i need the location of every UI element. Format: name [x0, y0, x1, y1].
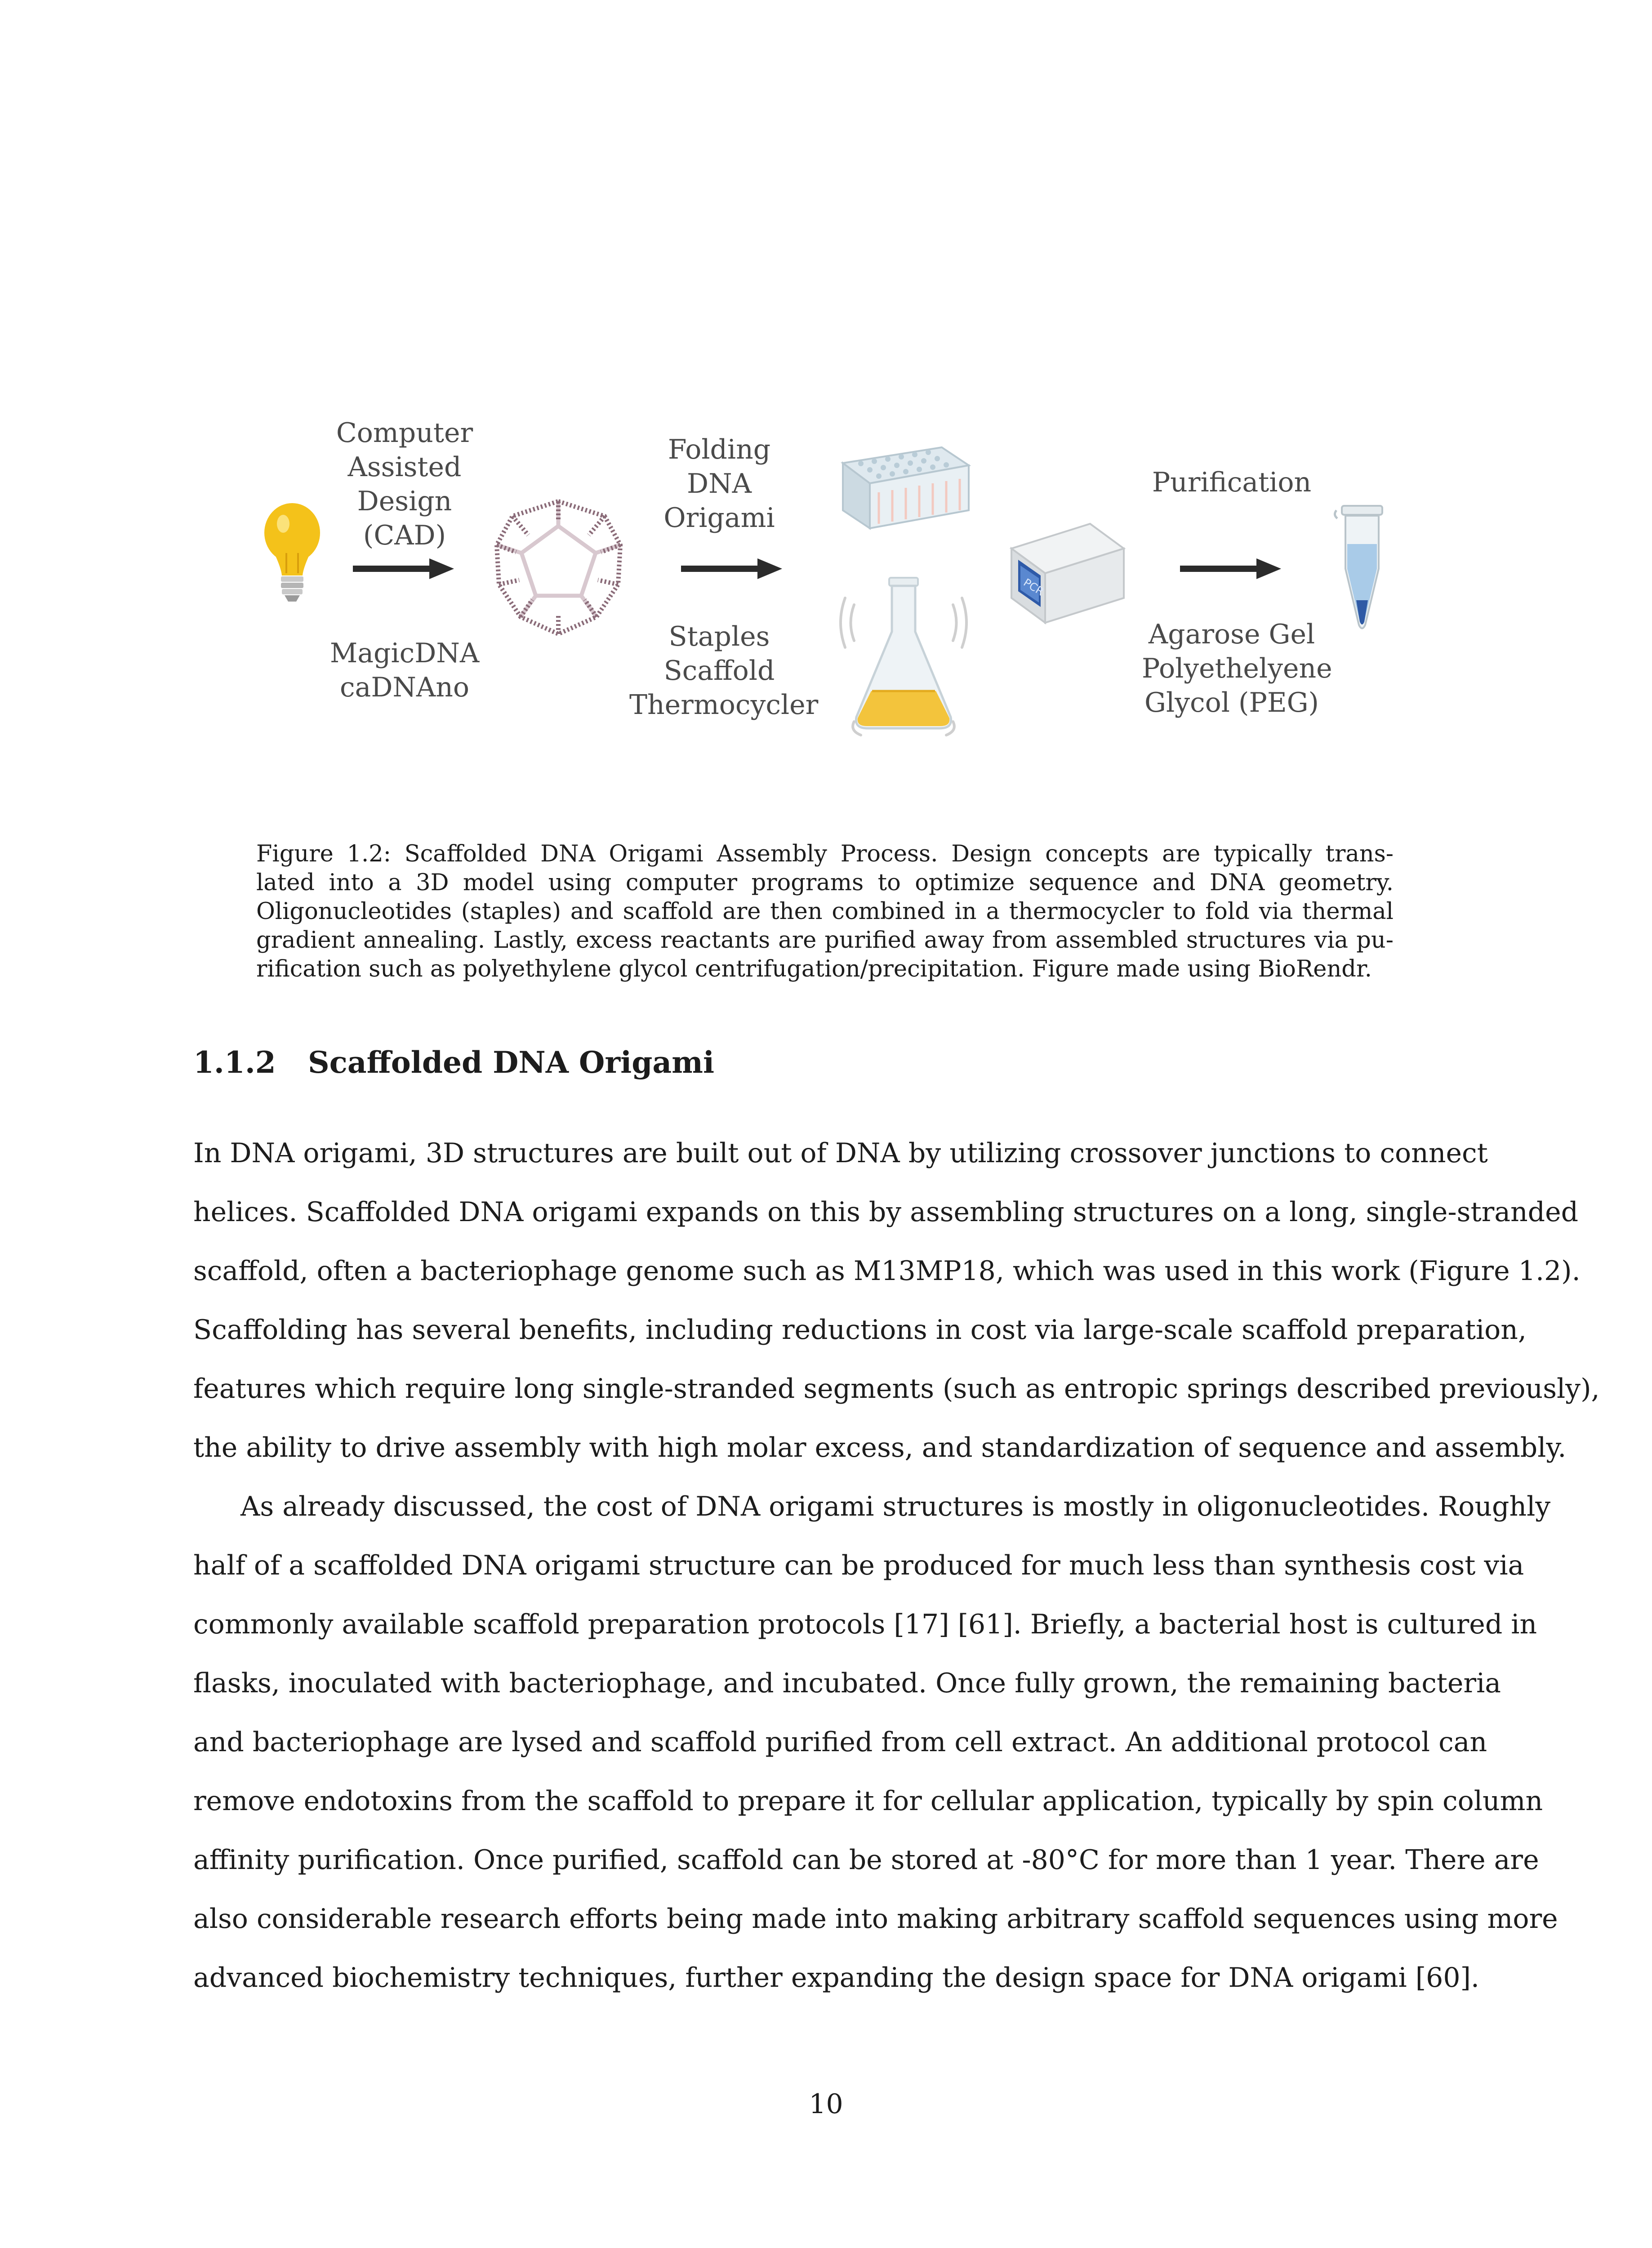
text-line: half of a scaffolded DNA origami structure can be produced for much less than synthesis cost via: [193, 1550, 1524, 1581]
text-line: remove endotoxins from the scaffold to prepare it for cellular application, typically by spin column: [193, 1785, 1543, 1817]
section-title: Scaffolded DNA Origami: [308, 1045, 715, 1080]
page-number: 10: [809, 2088, 843, 2120]
paragraph-2: [193, 1477, 1558, 2007]
caption-line: gradient annealing. Lastly, excess reactants are purified away from assembled structures via pu-: [256, 927, 1394, 954]
dodecahedron-icon: [483, 495, 634, 643]
text-line: flasks, inoculated with bacteriophage, and incubated. Once fully grown, the remaining bacteria: [193, 1668, 1501, 1699]
text-line: the ability to drive assembly with high molar excess, and standardization of sequence and assembly.: [193, 1432, 1567, 1463]
caption-line: lated into a 3D model using computer programs to optimize sequence and DNA geometry.: [256, 870, 1394, 896]
caption-line: Figure 1.2: Scaffolded DNA Origami Assembly Process. Design concepts are typically trans-: [256, 841, 1394, 867]
cad-label: Computer Assisted Design (CAD): [336, 417, 473, 551]
flask-icon: [836, 573, 971, 742]
figure-caption: [256, 840, 1394, 984]
body-text: [193, 1124, 1600, 2007]
text-line: also considerable research efforts being made into making arbitrary scaffold sequences using more: [193, 1903, 1558, 1935]
folding-label: Folding DNA Origami: [663, 434, 775, 534]
paragraph-1: [193, 1124, 1600, 1477]
text-line: affinity purification. Once purified, scaffold can be stored at -80°C for more than 1 year. There are: [193, 1844, 1539, 1876]
arrow-icon: [681, 558, 782, 580]
thermocycler-label: PCR: [1021, 576, 1046, 598]
text-line: scaffold, often a bacteriophage genome such as M13MP18, which was used in this work (Figure 1.2).: [193, 1255, 1581, 1287]
caption-line: rification such as polyethylene glycol centrifugation/precipitation. Figure made using BioRendr.: [256, 956, 1372, 982]
arrow-icon: [1180, 558, 1281, 580]
well-plate-icon: [834, 438, 973, 535]
text-line: commonly available scaffold preparation protocols [17] [61]. Briefly, a bacterial host is cultured in: [193, 1609, 1537, 1640]
section-number: 1.1.2: [193, 1045, 276, 1080]
folding-materials-label: Staples Scaffold Thermocycler: [629, 621, 819, 721]
text-line: helices. Scaffolded DNA origami expands on this by assembling structures on a long, single-stranded: [193, 1196, 1579, 1228]
caption-line: Oligonucleotides (staples) and scaffold are then combined in a thermocycler to fold via thermal: [256, 898, 1394, 925]
thermocycler-icon: [1005, 517, 1128, 627]
text-line: features which require long single-stranded segments (such as entropic springs described previously),: [193, 1373, 1600, 1405]
arrow-icon: [353, 558, 454, 580]
section-heading: [193, 1042, 1452, 1083]
purification-methods-label: Agarose Gel Polyethelyene Glycol (PEG): [1142, 619, 1332, 718]
text-line: advanced biochemistry techniques, further expanding the design space for DNA origami [60].: [193, 1962, 1479, 1994]
text-line: As already discussed, the cost of DNA origami structures is mostly in oligonucleotides. Roughly: [240, 1491, 1551, 1522]
figure-1-2: [0, 0, 1652, 809]
text-line: Scaffolding has several benefits, including reductions in cost via large-scale scaffold preparation,: [193, 1314, 1527, 1346]
purification-label: Purification: [1152, 467, 1312, 498]
text-line: In DNA origami, 3D structures are built out of DNA by utilizing crossover junctions to connect: [193, 1137, 1488, 1169]
tube-icon: [1333, 501, 1391, 636]
cad-software-label: MagicDNA caDNAno: [330, 638, 480, 703]
text-line: and bacteriophage are lysed and scaffold purified from cell extract. An additional protocol can: [193, 1726, 1487, 1758]
